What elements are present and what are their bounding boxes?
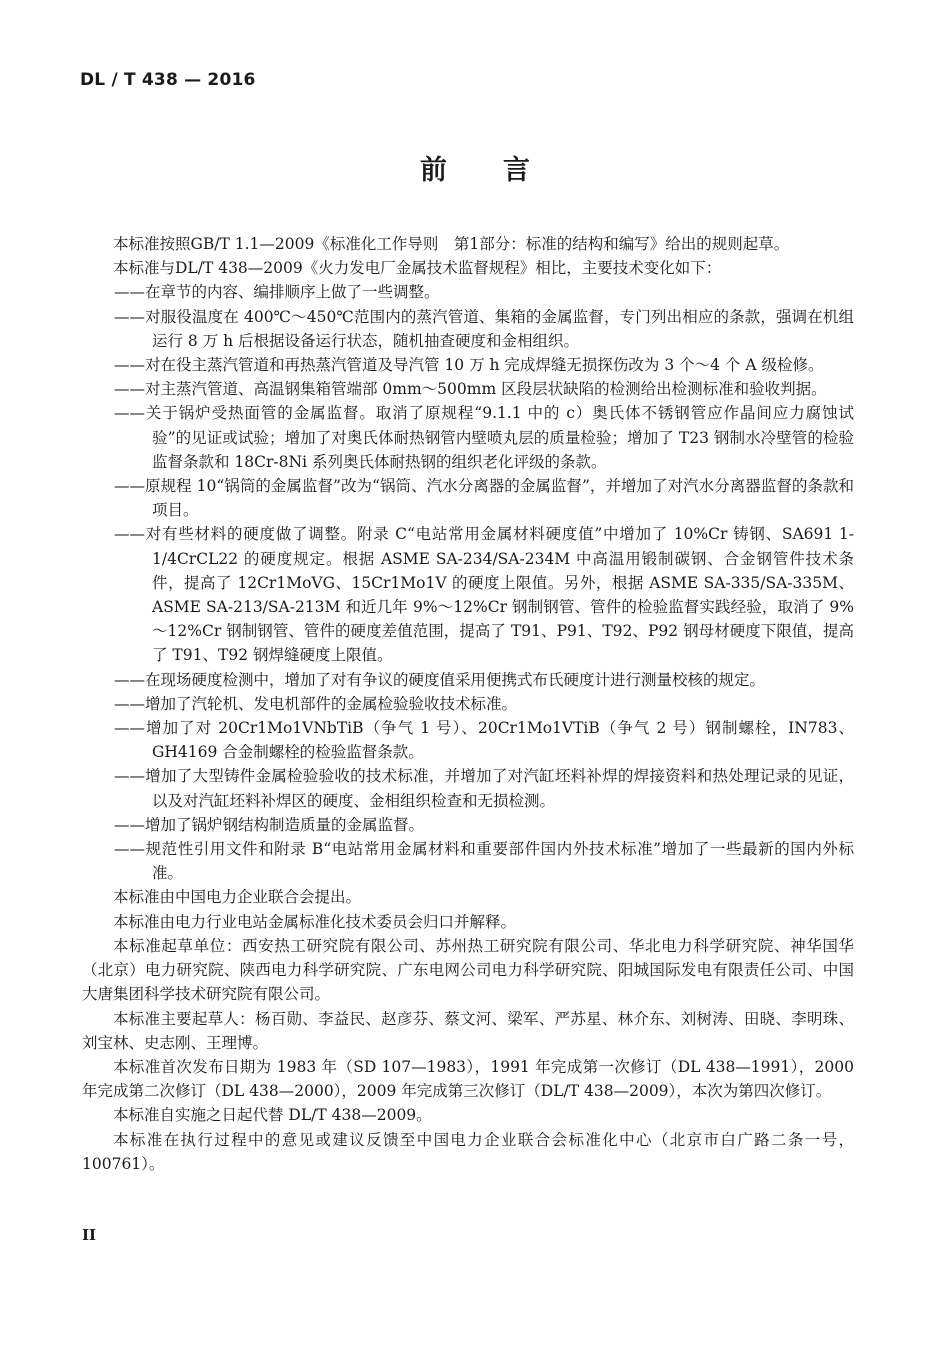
change-item: ——在章节的内容、编排顺序上做了一些调整。 <box>114 283 440 302</box>
paragraph-proposer: 本标准由中国电力企业联合会提出。 <box>113 888 362 907</box>
page-number: II <box>82 1226 97 1244</box>
change-item: ——增加了对 20Cr1Mo1VNbTiB（争气 1 号）、20Cr1Mo1VTiB（争气 2 号）钢制螺栓，IN783、GH4169 合金制螺栓的检验监督条款。 <box>114 719 854 762</box>
paragraph-drafting-units: 本标准起草单位：西安热工研究院有限公司、苏州热工研究院有限公司、华北电力科学研究院、神华国华（北京）电力研究院、陕西电力科学研究院、广东电网公司电力科学研究院、阳城国际发电有限责任公司、中国大唐集团科学技术研究院有限公司。 <box>82 936 854 1004</box>
change-item: ——对主蒸汽管道、高温钢集箱管端部 0mm～500mm 区段层状缺陷的检测给出检测标准和验收判据。 <box>114 380 827 399</box>
change-item: ——增加了大型铸件金属检验验收的技术标准，并增加了对汽缸坯料补焊的焊接资料和热处理记录的见证，以及对汽缸坯料补焊区的硬度、金相组织检查和无损检测。 <box>114 767 854 810</box>
paragraph-feedback: 本标准在执行过程中的意见或建议反馈至中国电力企业联合会标准化中心（北京市白广路二条一号，100761）。 <box>82 1130 854 1173</box>
change-item: ——增加了汽轮机、发电机部件的金属检验验收技术标准。 <box>114 694 518 713</box>
paragraph-replacement: 本标准自实施之日起代替 DL/T 438—2009。 <box>113 1106 432 1125</box>
change-item: ——关于锅炉受热面管的金属监督。取消了原规程“9.1.1 中的 c）奥氏体不锈钢管应作晶间应力腐蚀试验”的见证或试验；增加了对奥氏体耐热钢管内壁喷丸层的质量检验；增加了 T23 钢制水冷壁管的检验监督条款和 18Cr-8Ni 系列奥氏体耐热钢的组织老化评级的条款。 <box>114 404 854 471</box>
change-item: ——对服役温度在 400℃～450℃范围内的蒸汽管道、集箱的金属监督，专门列出相应的条款，强调在机组运行 8 万 h 后根据设备运行状态，随机抽查硬度和金相组织。 <box>114 307 854 350</box>
change-item: ——对有些材料的硬度做了调整。附录 C“电站常用金属材料硬度值”中增加了 10%Cr 铸钢、SA691 1-1/4CrCL22 的硬度规定。根据 ASME SA-234/SA-234M 中高温用锻制碳钢、合金钢管件技术条件，提高了 12Cr1MoVG、15Cr1Mo1V 的硬度上限值。另外，根据 ASME SA-335/SA-335M、ASME SA-213/SA-213M 和近几年 9%～12%Cr 钢制钢管、管件的检验监督实践经验，取消了 9%～12%Cr 钢制钢管、管件的硬度差值范围，提高了 T91、P91、T92、P92 钢母材硬度下限值，提高了 T91、T92 钢焊缝硬度上限值。 <box>114 525 854 665</box>
paragraph-drafters: 本标准主要起草人：杨百勋、李益民、赵彦芬、蔡文河、梁军、严苏星、林介东、刘树涛、田晓、李明珠、刘宝林、史志刚、王理博。 <box>82 1009 854 1052</box>
paragraph-revision-history: 本标准首次发布日期为 1983 年（SD 107—1983），1991 年完成第一次修订（DL 438—1991），2000 年完成第二次修订（DL 438—2000），2009 年完成第三次修订（DL/T 438—2009），本次为第四次修订。 <box>82 1057 854 1101</box>
paragraph-interpretation: 本标准由电力行业电站金属标准化技术委员会归口并解释。 <box>113 912 517 931</box>
paragraph-comparison-intro: 本标准与DL/T 438—2009《火力发电厂金属技术监督规程》相比，主要技术变化如下： <box>113 259 722 278</box>
change-item: ——原规程 10“锅筒的金属监督”改为“锅筒、汽水分离器的金属监督”，并增加了对汽水分离器监督的条款和项目。 <box>114 477 854 520</box>
standard-code: DL / T 438 — 2016 <box>80 70 256 90</box>
foreword-body <box>82 232 854 1176</box>
change-item: ——在现场硬度检测中，增加了对有争议的硬度值采用便携式布氏硬度计进行测量校核的规定。 <box>114 670 766 689</box>
change-item: ——对在役主蒸汽管道和再热蒸汽管道及导汽管 10 万 h 完成焊缝无损探伤改为 3 个～4 个 A 级检修。 <box>114 356 824 375</box>
change-item: ——规范性引用文件和附录 B“电站常用金属材料和重要部件国内外技术标准”增加了一些最新的国内外标准。 <box>114 840 854 883</box>
page-title: 前言 <box>420 155 586 186</box>
paragraph-drafting-rules: 本标准按照GB/T 1.1—2009《标准化工作导则 第1部分：标准的结构和编写》给出的规则起草。 <box>113 235 790 253</box>
change-item: ——增加了锅炉钢结构制造质量的金属监督。 <box>114 815 425 834</box>
